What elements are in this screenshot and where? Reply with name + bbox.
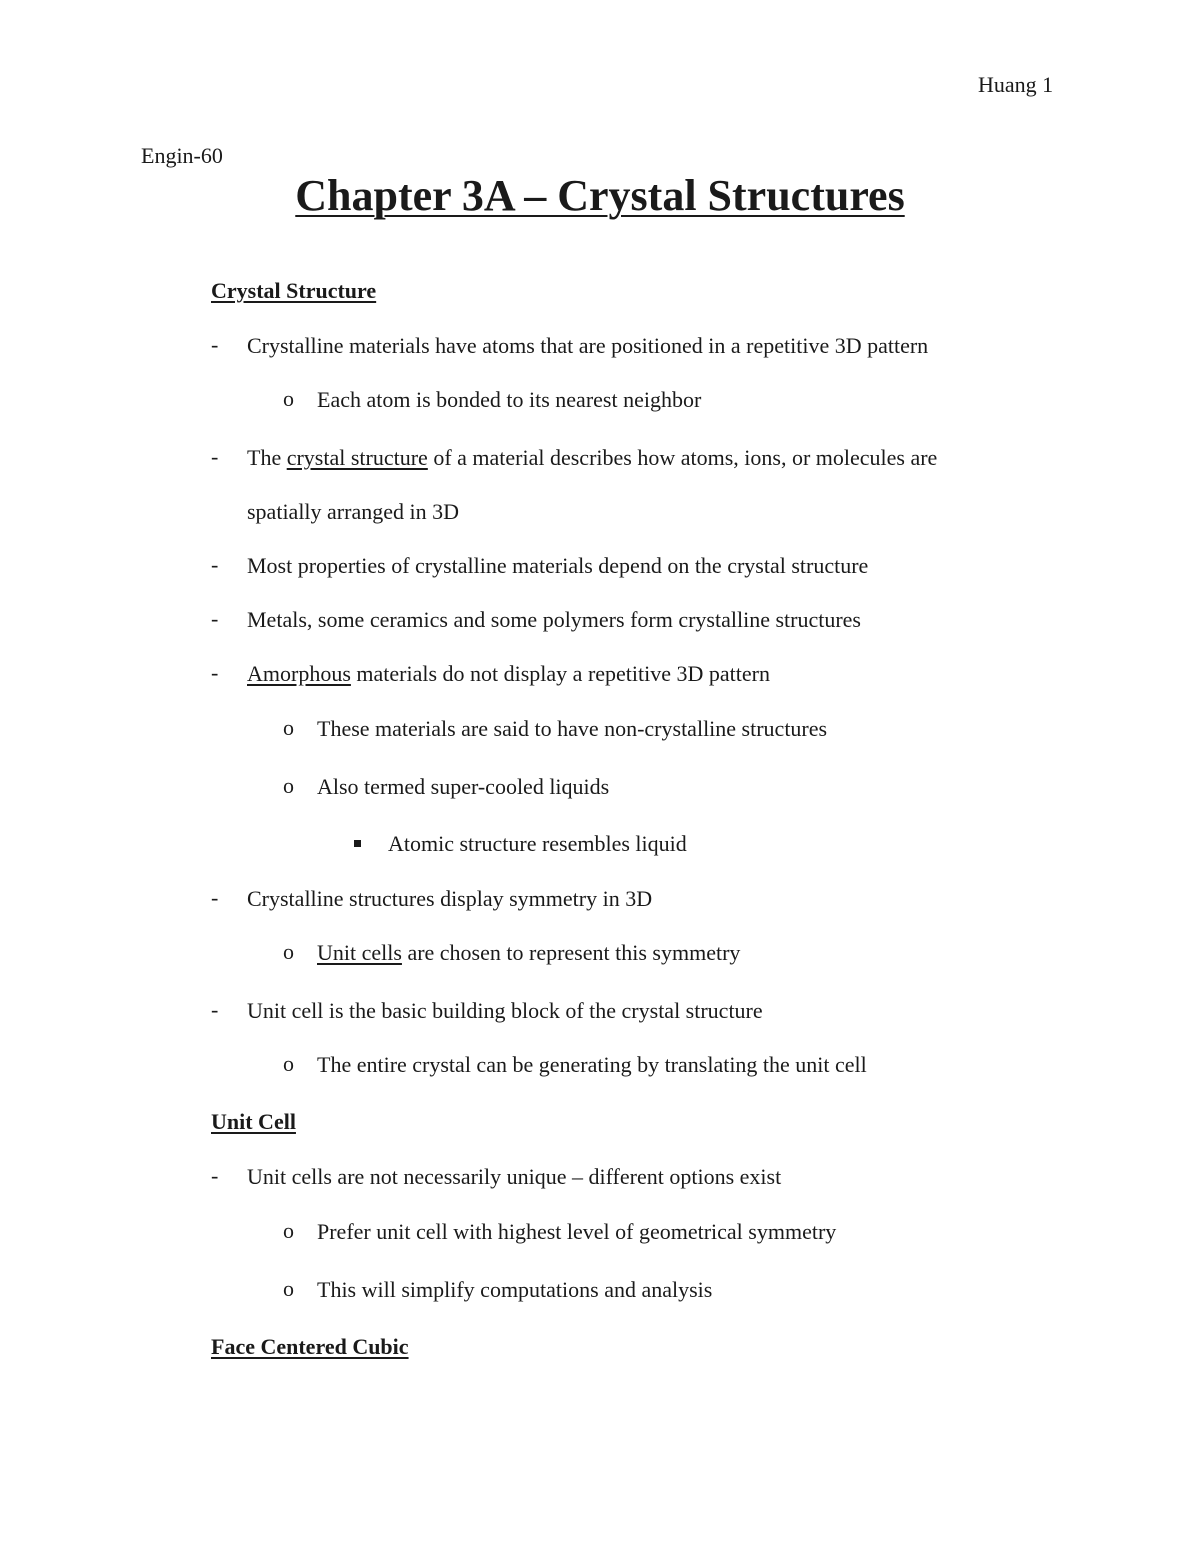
list-item-text: The entire crystal can be generating by translating the unit cell [317,1052,867,1077]
section-heading-face-centered-cubic: Face Centered Cubic [211,1334,409,1359]
dash-bullet: - [211,444,219,469]
list-item-text: This will simplify computations and analysis [317,1277,713,1302]
list-item-text: Most properties of crystalline materials depend on the crystal structure [247,553,869,578]
list-item-text: Atomic structure resembles liquid [388,831,687,856]
dash-bullet: - [211,1163,219,1188]
list-item-text [317,939,740,967]
dash-bullet: - [211,997,219,1022]
circle-bullet: o [283,773,294,798]
page-title: Chapter 3A – Crystal Structures [295,171,905,220]
list-item-text [247,444,937,472]
page-header-label: Huang 1 [978,72,1054,97]
list-item-text: These materials are said to have non-crystalline structures [317,716,828,741]
course-code: Engin-60 [141,143,223,168]
dash-bullet: - [211,885,219,910]
list-item-text: Unit cell is the basic building block of the crystal structure [247,998,763,1023]
list-item-text: Also termed super-cooled liquids [317,774,610,799]
text-pre: The [247,445,287,470]
circle-bullet: o [283,1218,294,1243]
list-item-text: Crystalline structures display symmetry in 3D [247,886,653,911]
list-item-text: Metals, some ceramics and some polymers form crystalline structures [247,607,861,632]
text-post: of a material describes how atoms, ions, or molecules are [427,445,938,470]
list-item-text: Unit cells are not necessarily unique – different options exist [247,1164,782,1189]
text-post: are chosen to represent this symmetry [401,940,741,965]
section-heading-crystal-structure: Crystal Structure [211,278,377,303]
dash-bullet: - [211,660,219,685]
underlined-term: Unit cells [317,940,402,965]
list-item-text: Each atom is bonded to its nearest neighbor [317,387,702,412]
text-post: materials do not display a repetitive 3D pattern [350,661,770,686]
dash-bullet: - [211,552,219,577]
underlined-term: Amorphous [247,661,351,686]
list-item-text [247,660,770,688]
circle-bullet: o [283,1276,294,1301]
list-item-text: Crystalline materials have atoms that are positioned in a repetitive 3D pattern [247,333,929,358]
circle-bullet: o [283,939,294,964]
list-item-text: Prefer unit cell with highest level of geometrical symmetry [317,1219,837,1244]
dash-bullet: - [211,332,219,357]
square-bullet-icon [354,840,361,847]
section-heading-unit-cell: Unit Cell [211,1109,296,1134]
circle-bullet: o [283,1051,294,1076]
circle-bullet: o [283,715,294,740]
list-item-continuation: spatially arranged in 3D [247,499,459,524]
underlined-term: crystal structure [286,445,428,470]
circle-bullet: o [283,386,294,411]
dash-bullet: - [211,606,219,631]
